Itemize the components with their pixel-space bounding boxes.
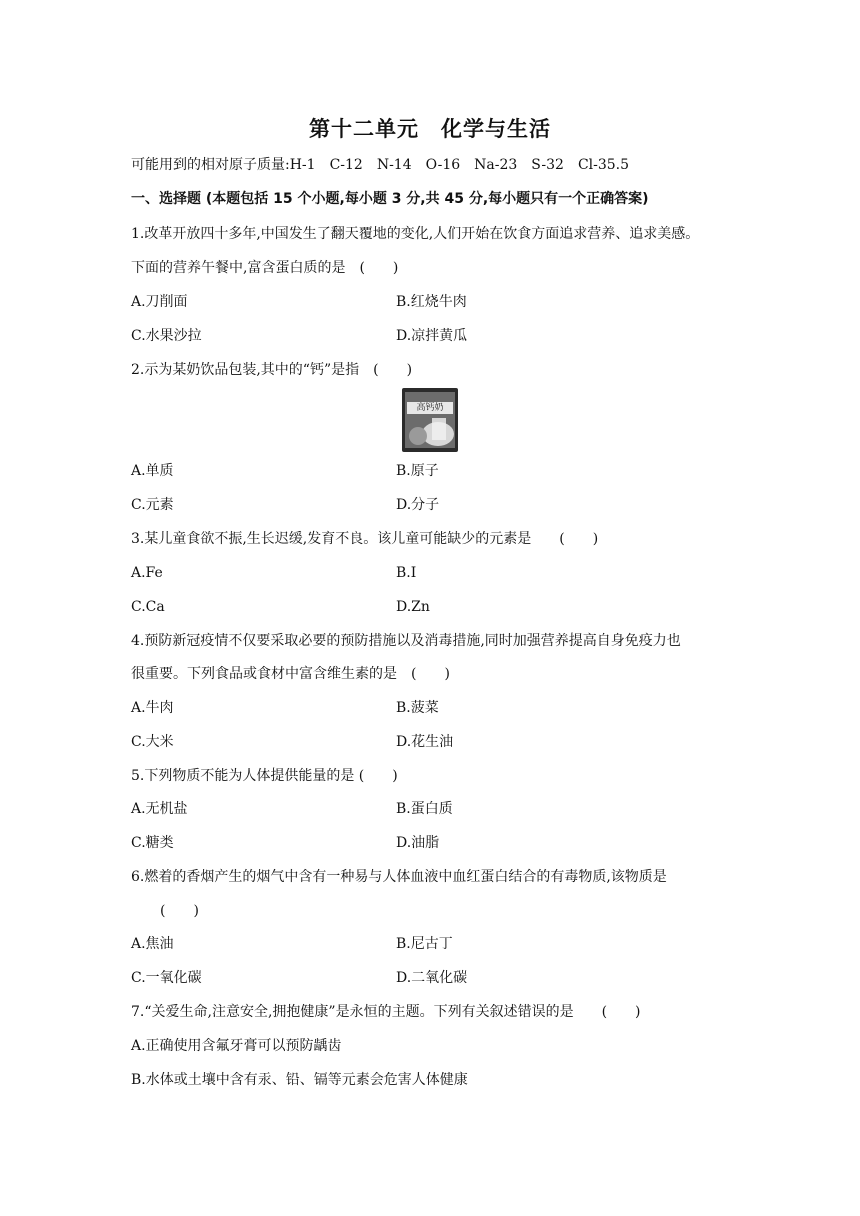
question-4-option-d: D.花生油 <box>396 734 454 750</box>
question-5-option-a: A.无机盐 <box>131 801 188 817</box>
question-4-stem-line-1: 4.预防新冠疫情不仅要采取必要的预防措施以及消毒措施,同时加强营养提高自身免疫力也 <box>131 633 681 649</box>
question-6-option-b: B.尼古丁 <box>396 936 453 952</box>
question-2-option-d: D.分子 <box>396 497 440 513</box>
question-3-option-c: C.Ca <box>131 599 165 615</box>
question-2-stem: 2.示为某奶饮品包装,其中的“钙”是指 ( ) <box>131 362 413 378</box>
question-6-stem-line-1: 6.燃着的香烟产生的烟气中含有一种易与人体血液中血红蛋白结合的有毒物质,该物质是 <box>131 869 667 885</box>
question-6-option-d: D.二氧化碳 <box>396 970 468 986</box>
question-2-option-b: B.原子 <box>396 463 439 479</box>
question-5-stem: 5.下列物质不能为人体提供能量的是 ( ) <box>131 768 398 784</box>
question-4-option-b: B.菠菜 <box>396 700 439 716</box>
atomic-mass-note: 可能用到的相对原子质量:H-1 C-12 N-14 O-16 Na-23 S-32 Cl-35.5 <box>131 157 630 173</box>
question-7-option-a: A.正确使用含氟牙膏可以预防龋齿 <box>131 1038 342 1054</box>
question-6-option-c: C.一氧化碳 <box>131 970 202 986</box>
question-1-option-d: D.凉拌黄瓜 <box>396 328 468 344</box>
question-3-option-b: B.I <box>396 565 417 581</box>
question-4-option-a: A.牛肉 <box>131 700 174 716</box>
question-7-option-b: B.水体或土壤中含有汞、铅、镉等元素会危害人体健康 <box>131 1072 468 1088</box>
question-1-option-c: C.水果沙拉 <box>131 328 202 344</box>
question-4-option-c: C.大米 <box>131 734 174 750</box>
question-1-stem-line-2: 下面的营养午餐中,富含蛋白质的是 ( ) <box>131 260 399 276</box>
section-heading: 一、选择题 (本题包括 15 个小题,每小题 3 分,共 45 分,每小题只有一个正确答案) <box>131 191 649 207</box>
milk-package-image <box>402 388 458 452</box>
question-3-option-d: D.Zn <box>396 599 430 615</box>
question-1-option-a: A.刀削面 <box>131 294 188 310</box>
question-4-stem-line-2: 很重要。下列食品或食材中富含维生素的是 ( ) <box>131 666 450 682</box>
question-5-option-b: B.蛋白质 <box>396 801 453 817</box>
question-7-stem: 7.“关爱生命,注意安全,拥抱健康”是永恒的主题。下列有关叙述错误的是 ( ) <box>131 1004 641 1020</box>
question-6-option-a: A.焦油 <box>131 936 174 952</box>
question-1-option-b: B.红烧牛肉 <box>396 294 467 310</box>
question-2-option-a: A.单质 <box>131 463 174 479</box>
question-6-answer-paren: ( ) <box>160 903 199 919</box>
question-1-stem-line-1: 1.改革开放四十多年,中国发生了翻天覆地的变化,人们开始在饮食方面追求营养、追求美感。 <box>131 226 700 242</box>
question-5-option-d: D.油脂 <box>396 835 440 851</box>
question-5-option-c: C.糖类 <box>131 835 174 851</box>
page-title: 第十二单元 化学与生活 <box>309 117 551 141</box>
question-2-option-c: C.元素 <box>131 497 174 513</box>
milk-package-label: 高钙奶 <box>416 403 444 413</box>
question-3-option-a: A.Fe <box>131 565 163 581</box>
question-3-stem: 3.某儿童食欲不振,生长迟缓,发育不良。该儿童可能缺少的元素是 ( ) <box>131 531 599 547</box>
